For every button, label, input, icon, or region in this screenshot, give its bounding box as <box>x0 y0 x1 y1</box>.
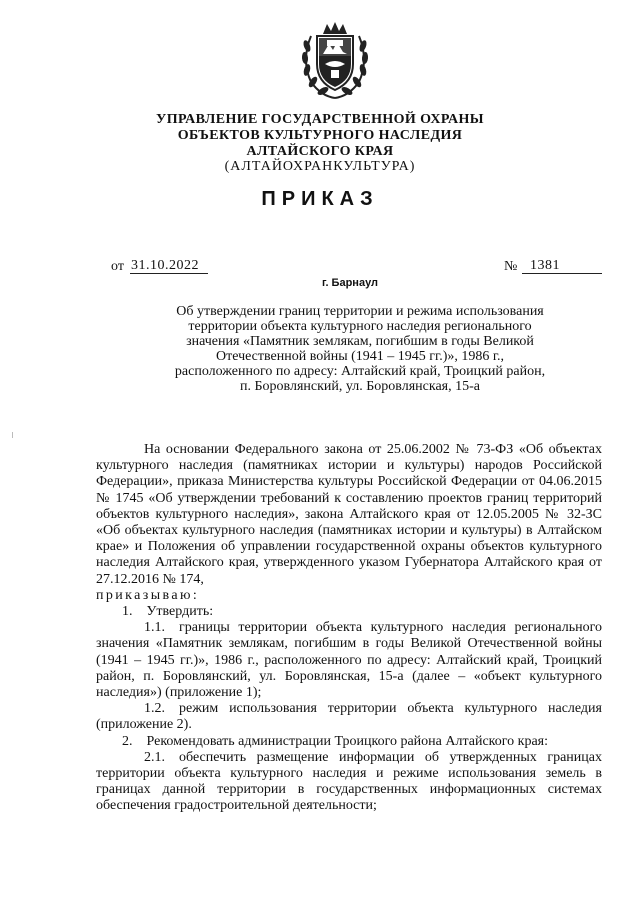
subject-line: значения «Памятник землякам, погибшим в годы Великой <box>186 334 534 349</box>
document-number: 1381 <box>530 258 560 273</box>
date-prefix: от <box>111 259 124 274</box>
clause-1-1: 1.1. границы территории объекта культурного наследия регионального значения «Памятник землякам, погибшим в годы Великой Отечественной войны (1941 – 1945 гг.)», 1986 г., расположенного по адресу: Алтайский край, Троицкий район, п. Боровлянский, ул. Боровлянская, 15-а (далее – «объект культурного наследия») (приложение 1); <box>96 620 602 701</box>
date-underline <box>130 273 208 274</box>
subject-line: Отечественной войны (1941 – 1945 гг.)», 1986 г., <box>215 349 505 364</box>
org-name-line-1: УПРАВЛЕНИЕ ГОСУДАРСТВЕННОЙ ОХРАНЫ <box>156 112 484 127</box>
preamble-paragraph: На основании Федерального закона от 25.06.2002 № 73-ФЗ «Об объектах культурного наследия (памятниках истории и культуры) народов Российской Федерации», приказа Министерства культуры Российской Федерации от 04.06.2015 № 1745 «Об утверждении требований к составлению проектов границ территорий объектов культурного наследия», закона Алтайского края от 12.05.2005 № 32-ЗС «Об объектах культурного наследия (памятниках истории и культуры) в Алтайском крае» и Положения об управлении государственной охраны объектов культурного наследия Алтайского края, утвержденного указом Губернатора Алтайского края от 27.12.2016 № 174, <box>96 442 602 587</box>
coat-of-arms-icon <box>297 20 373 100</box>
org-name-line-3: АЛТАЙСКОГО КРАЯ <box>246 144 394 159</box>
document-body <box>96 442 602 815</box>
org-name-line-2: ОБЪЕКТОВ КУЛЬТУРНОГО НАСЛЕДИЯ <box>177 128 463 143</box>
city: г. Барнаул <box>321 277 379 289</box>
clause-1-2: 1.2. режим использования территории объекта культурного наследия (приложение 2). <box>96 701 602 733</box>
clause-2-1: 2.1. обеспечить размещение информации об утвержденных границах территории объекта культурного наследия и режиме использования земель в границах данной территории в государственных информационных системах обеспечения градостроительной деятельности; <box>96 749 602 814</box>
margin-mark <box>12 432 13 438</box>
subject-line: Об утверждении границ территории и режима использования <box>176 304 544 319</box>
clause-2: 2. Рекомендовать администрации Троицкого района Алтайского края: <box>122 733 549 749</box>
document-date: 31.10.2022 <box>131 258 199 273</box>
org-abbreviation: (АЛТАЙОХРАНКУЛЬТУРА) <box>224 159 416 174</box>
document-title: ПРИКАЗ <box>261 188 379 210</box>
number-underline <box>522 273 602 274</box>
clause-1: 1. Утвердить: <box>122 604 214 620</box>
subject-line: территории объекта культурного наследия регионального <box>188 319 532 334</box>
document-subject <box>130 304 590 394</box>
order-word: приказываю: <box>96 587 200 603</box>
subject-line: расположенного по адресу: Алтайский край, Троицкий район, <box>174 364 546 379</box>
number-prefix: № <box>504 259 518 274</box>
subject-line: п. Боровлянский, ул. Боровлянская, 15-а <box>240 379 480 394</box>
